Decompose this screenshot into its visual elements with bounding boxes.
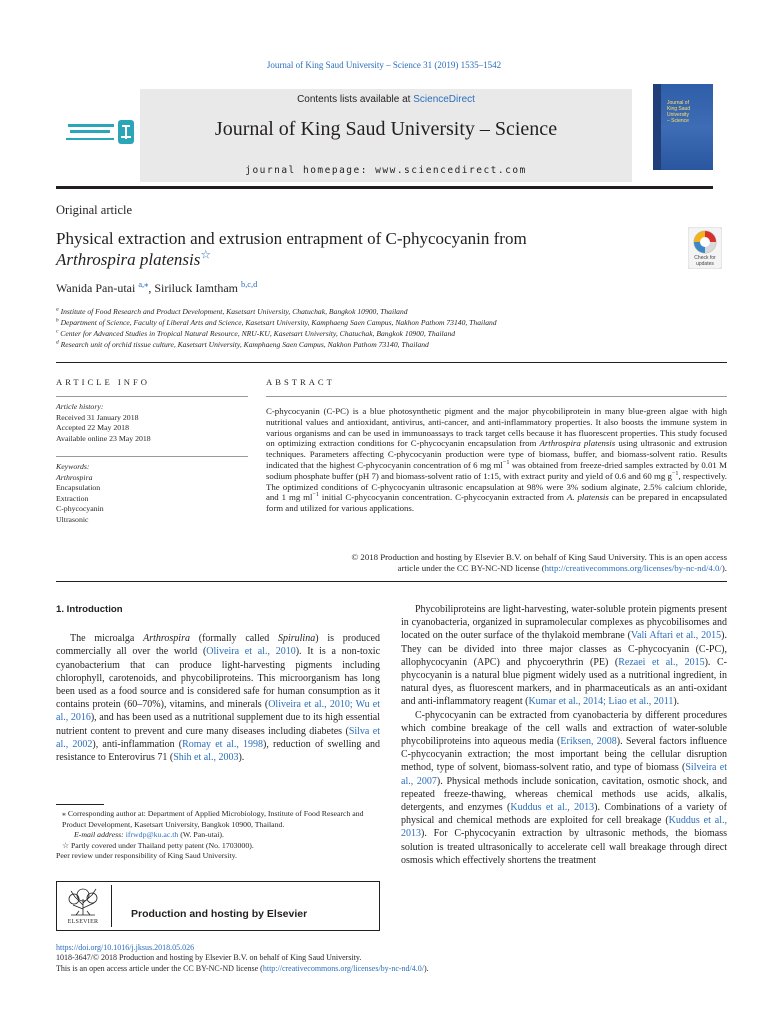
reference-link[interactable]: Kuddus et al., 2013	[510, 802, 595, 814]
author-list	[56, 281, 257, 296]
history-online: Available online 23 May 2018	[56, 433, 151, 443]
reference-link[interactable]: Shih et al., 2003	[173, 752, 239, 764]
affiliation-mark: a	[56, 306, 59, 313]
doi-link[interactable]: https://doi.org/10.1016/j.jksus.2018.05.026	[56, 943, 195, 952]
author-separator: ,	[148, 281, 155, 295]
affiliation-mark: b	[56, 317, 59, 324]
sciencedirect-link[interactable]: ScienceDirect	[413, 94, 475, 105]
history-accepted: Accepted 22 May 2018	[56, 423, 129, 432]
author-affiliation-sup[interactable]: b,c,d	[241, 280, 258, 289]
footnotes	[56, 809, 380, 862]
corresponding-author-mark[interactable]: ⁎	[144, 280, 149, 289]
affiliation	[56, 329, 713, 338]
text-segment: The microalga	[70, 633, 144, 645]
text-segment: ). Combinations of a variety of physical and chemical methods are exploited for cell breakage (	[401, 802, 727, 827]
reference-link[interactable]: Eriksen, 2008	[560, 736, 617, 748]
license-link[interactable]: http://creativecommons.org/licenses/by-nc-nd/4.0/	[544, 562, 722, 573]
elsevier-hosting-box	[56, 881, 380, 931]
abstract-segment: was obtained from freeze-dried samples extracted by 0.01 M sodium phosphate buffer (pH 7) and biomass-solvent ratio of 1:15, with extract purity and yield of 0.6 and 60 mg g	[266, 459, 727, 481]
abstract-segment: initial C-phycocyanin concentration. C-phycocyanin extracted from	[319, 492, 567, 503]
footnote-text: (W. Pan-utai).	[178, 830, 224, 840]
text-segment: ). They can be divided into three major classes as C-phycocyanin (C-PC), allophycocyanin (APC) and phycoerythrin (PE) (	[401, 630, 727, 668]
intro-paragraph	[401, 709, 727, 867]
title-line-1: Physical extraction and extrusion entrapment of C-phycocyanin from	[56, 229, 527, 248]
copyright-line	[266, 563, 727, 574]
affiliation-mark: d	[56, 339, 59, 346]
cover-stripe	[653, 84, 661, 170]
elsevier-hosting-text: Production and hosting by Elsevier	[131, 908, 308, 920]
license-link[interactable]: http://creativecommons.org/licenses/by-nc-nd/4.0/	[262, 963, 424, 973]
affiliation-text: Center for Advanced Studies in Tropical Natural Resource, NRU-KU, Kasetsart University, Chatuchak, Bangkok 10900, Thailand	[60, 329, 456, 338]
info-divider	[56, 456, 248, 457]
left-column	[56, 603, 380, 764]
keywords-label: Keywords:	[56, 462, 90, 471]
history-label: Article history:	[56, 402, 104, 411]
unit-exponent: −1	[312, 492, 319, 499]
journal-title: Journal of King Saud University – Science	[214, 118, 558, 140]
article-type: Original article	[56, 203, 133, 217]
crossmark-label: Check for updates	[694, 255, 716, 267]
reference-link[interactable]: Kumar et al., 2014; Liao et al., 2011	[528, 696, 674, 708]
history-received: Received 31 January 2018	[56, 412, 139, 422]
reference-link[interactable]: Romay et al., 1998	[182, 738, 264, 750]
abstract-copyright	[266, 552, 727, 574]
reference-link[interactable]: Silveira et al., 2007	[401, 762, 727, 787]
abstract-text	[266, 406, 727, 514]
article-title	[56, 228, 656, 270]
text-segment: C-phycocyanin can be extracted from cyanobacteria by different procedures which combine breakage of the cell walls and extraction of water-soluble phycobiliproteins into aqueous media (	[401, 709, 727, 748]
keywords	[56, 462, 248, 525]
text-segment: ) is produced commercially all over the world (	[56, 633, 380, 658]
cover-title-line: Journal of	[667, 100, 689, 106]
right-column	[401, 603, 727, 867]
text-segment: ), anti-inflammation (	[92, 738, 183, 750]
reference-link[interactable]: Oliveira et al., 2010; Wu et al., 2016	[56, 699, 380, 724]
journal-homepage[interactable]: journal homepage: www.sciencedirect.com	[245, 165, 527, 176]
abstract-segment: C-phycocyanin (C-PC) is a blue photosynthetic pigment and the major phycobiliprotein in many blue-green algae with high nutritional values and antioxidant, antivirus, anti-cancer, and anti-inflammatory properties. It also boosts the immune system in various organisms and can be used in immunoassays to track target cells because it has fluorescent properties. This study focused on optimizing extraction conditions for C-phycocyanin encapsulation from	[266, 406, 727, 449]
reference-link[interactable]: Oliveira et al., 2010	[206, 646, 296, 658]
title-footnote-mark[interactable]: ☆	[200, 247, 212, 262]
text-segment: ). For C-phycocyanin extraction by ultrasonic methods, the biomass solution is treated ultrasonically to accelerate cell wall breakage through direct osmosis which effectively shortens the treatment	[401, 828, 727, 866]
email-link[interactable]: ifrwdp@ku.ac.th	[125, 830, 179, 840]
journal-citation[interactable]: Journal of King Saud University – Science 31 (2019) 1535–1542	[266, 60, 502, 70]
text-segment: ), reduction of swelling and resistance to Enterovirus 71 (	[56, 738, 380, 764]
section-divider	[56, 581, 727, 582]
abstract-species: Arthrospira platensis	[539, 438, 616, 449]
footnote-rule	[56, 804, 104, 805]
corresponding-author-note	[56, 809, 380, 830]
oa-suffix: ).	[424, 963, 429, 973]
reference-link[interactable]: Rezaei et al., 2015	[618, 656, 705, 668]
footnote-mark: ⁎	[62, 809, 66, 818]
intro-paragraph	[401, 603, 727, 709]
reference-link[interactable]: Kuddus et al., 2013	[401, 815, 727, 840]
species-name: Arthrospira	[143, 633, 190, 645]
cover-title-line: King Saud University	[667, 106, 691, 118]
text-segment: Phycobiliproteins are light-harvesting, water-soluble protein pigments present in cyanobacteria, organized in supramolecular complexes as phycobilisomes and located on the outer surface of the thylakoid membrane (	[401, 604, 727, 642]
keyword-item: Ultrasonic	[56, 514, 89, 524]
article-info-heading: ARTICLE INFO	[56, 377, 150, 387]
text-segment: ). Physical methods include sonication, cavitation, osmotic shock, and repeated freeze-thawing, whereas chemical methods use acids, alkalis, detergents, and enzymes (	[401, 775, 727, 814]
title-line-2	[56, 249, 656, 270]
article-history	[56, 402, 248, 444]
bottom-metadata	[56, 943, 736, 974]
email-note	[56, 830, 380, 841]
issn-line: 1018-3647/© 2018 Production and hosting by Elsevier B.V. on behalf of King Saud University.	[56, 953, 362, 963]
keyword-item: Extraction	[56, 493, 89, 503]
author-name: Siriluck Iamtham	[154, 281, 238, 295]
abstract-heading: ABSTRACT	[266, 377, 335, 387]
unit-exponent: −1	[671, 470, 679, 477]
keyword-item: Arthrospira	[56, 472, 93, 482]
abstract-species: A. platensis	[566, 492, 609, 503]
text-segment: ), and has been used as a nutritional supplement due to its high essential nutrient content to prevent and cure many diseases including diabetes (	[56, 712, 381, 737]
info-divider	[56, 396, 248, 397]
section-divider	[56, 362, 727, 363]
ksu-logo-icon	[62, 118, 138, 152]
contents-line	[140, 94, 632, 105]
author-name: Wanida Pan-utai	[56, 281, 136, 295]
keyword-item: C-phycocyanin	[56, 504, 104, 513]
reference-link[interactable]: Vali Aftari et al., 2015	[630, 630, 722, 642]
email-label: E-mail address:	[74, 830, 126, 840]
introduction-heading: 1. Introduction	[56, 604, 123, 615]
copyright-line: © 2018 Production and hosting by Elsevier B.V. on behalf of King Saud University. This is an open access	[351, 552, 727, 562]
affiliation-text: Research unit of orchid tissue culture, Kasetsart University, Kamphaeng Saen Campus, Nakhon Pathom 73140, Thailand	[60, 340, 429, 349]
footnote-text: Partly covered under Thailand petty patent (No. 1703000).	[69, 840, 254, 850]
abstract-segment: , respectively. The optimized conditions of C-phycocyanin ultrasonic encapsulation at 98% were 3% sodium alginate, 2.5% calcium chloride, and 1 mg ml	[266, 470, 727, 503]
open-access-line	[56, 964, 736, 974]
elsevier-tree-icon	[63, 885, 103, 927]
footnote-text: Corresponding author at: Department of Applied Microbiology, Institute of Food Research and Product Development, Kasetsart University, Bangkok 10900, Thailand.	[62, 809, 364, 829]
affiliation	[56, 340, 713, 349]
cover-title-line: – Science	[667, 118, 689, 124]
footnote-mark: ☆	[62, 840, 69, 850]
contents-prefix: Contents lists available at	[297, 94, 414, 105]
text-segment: ). Several factors influence C-phycocyanin extraction; the most important being the cellular disruption method, type of solvent, biomass-solvent ratio, and type of biomass (	[401, 736, 727, 774]
abstract-segment: using ultrasonic and extrusion techniques. Parameters affecting C-phycocyanin production were type of biomass, buffer, and biomass-solvent ratio. Results indicated that the highest C-phycocyanin concentration of 6 mg ml	[266, 438, 728, 470]
abstract-divider	[266, 396, 727, 397]
oa-prefix: This is an open access article under the CC BY-NC-ND license (	[56, 963, 263, 973]
peer-review-note: Peer review under responsibility of King Saud University.	[56, 851, 237, 861]
unit-exponent: −1	[502, 460, 510, 467]
journal-cover-image[interactable]	[653, 84, 713, 170]
reference-link[interactable]: Silva et al., 2002	[56, 725, 380, 750]
cover-title	[667, 100, 711, 124]
species-name: Spirulina	[277, 633, 316, 645]
affiliation	[56, 307, 713, 316]
funding-note	[56, 841, 380, 852]
affiliation-text: Department of Science, Faculty of Liberal Arts and Science, Kasetsart University, Kamphaeng Saen Campus, Nakhon Pathom 73140, Thailand	[60, 318, 497, 327]
elsevier-logo-label: ELSEVIER	[67, 919, 99, 925]
elsevier-divider	[111, 885, 112, 927]
affiliation	[56, 318, 713, 327]
text-segment: ).	[673, 696, 680, 708]
text-segment: ).	[238, 752, 245, 764]
author-affiliation-sup[interactable]: a,	[138, 280, 145, 289]
copyright-prefix: article under the CC BY-NC-ND license (	[397, 562, 545, 573]
affiliation-mark: c	[56, 328, 59, 335]
text-segment: ). It is a non-toxic cyanobacterium that can produce light-harvesting pigments including chlorophyll, carotenoids, and phycobiliproteins. This microorganism has long been used as a food source and is considered safe for human consumption as it contains protein (60–70%), vitamins, and minerals (	[56, 646, 381, 711]
copyright-suffix: ).	[721, 562, 727, 573]
intro-paragraph	[56, 632, 380, 764]
crossmark-icon[interactable]	[688, 227, 722, 269]
affiliation-text: Institute of Food Research and Product Development, Kasetsart University, Chatuchak, Bangkok 10900, Thailand	[60, 307, 408, 316]
header-rule	[56, 186, 713, 189]
keyword-item: Encapsulation	[56, 483, 101, 492]
title-species: Arthrospira platensis	[56, 250, 201, 269]
text-segment: ). C-phycocyanin is a natural blue pigment widely used as a nutritional ingredient, in natural dyes, as fluorescent markers, and in pharmaceuticals as an anti-oxidant and anti-inflammatory reagent (	[401, 656, 727, 708]
abstract-segment: can be prepared in encapsulated form and utilized for various applications.	[266, 492, 727, 514]
text-segment: (formally called	[189, 633, 278, 645]
